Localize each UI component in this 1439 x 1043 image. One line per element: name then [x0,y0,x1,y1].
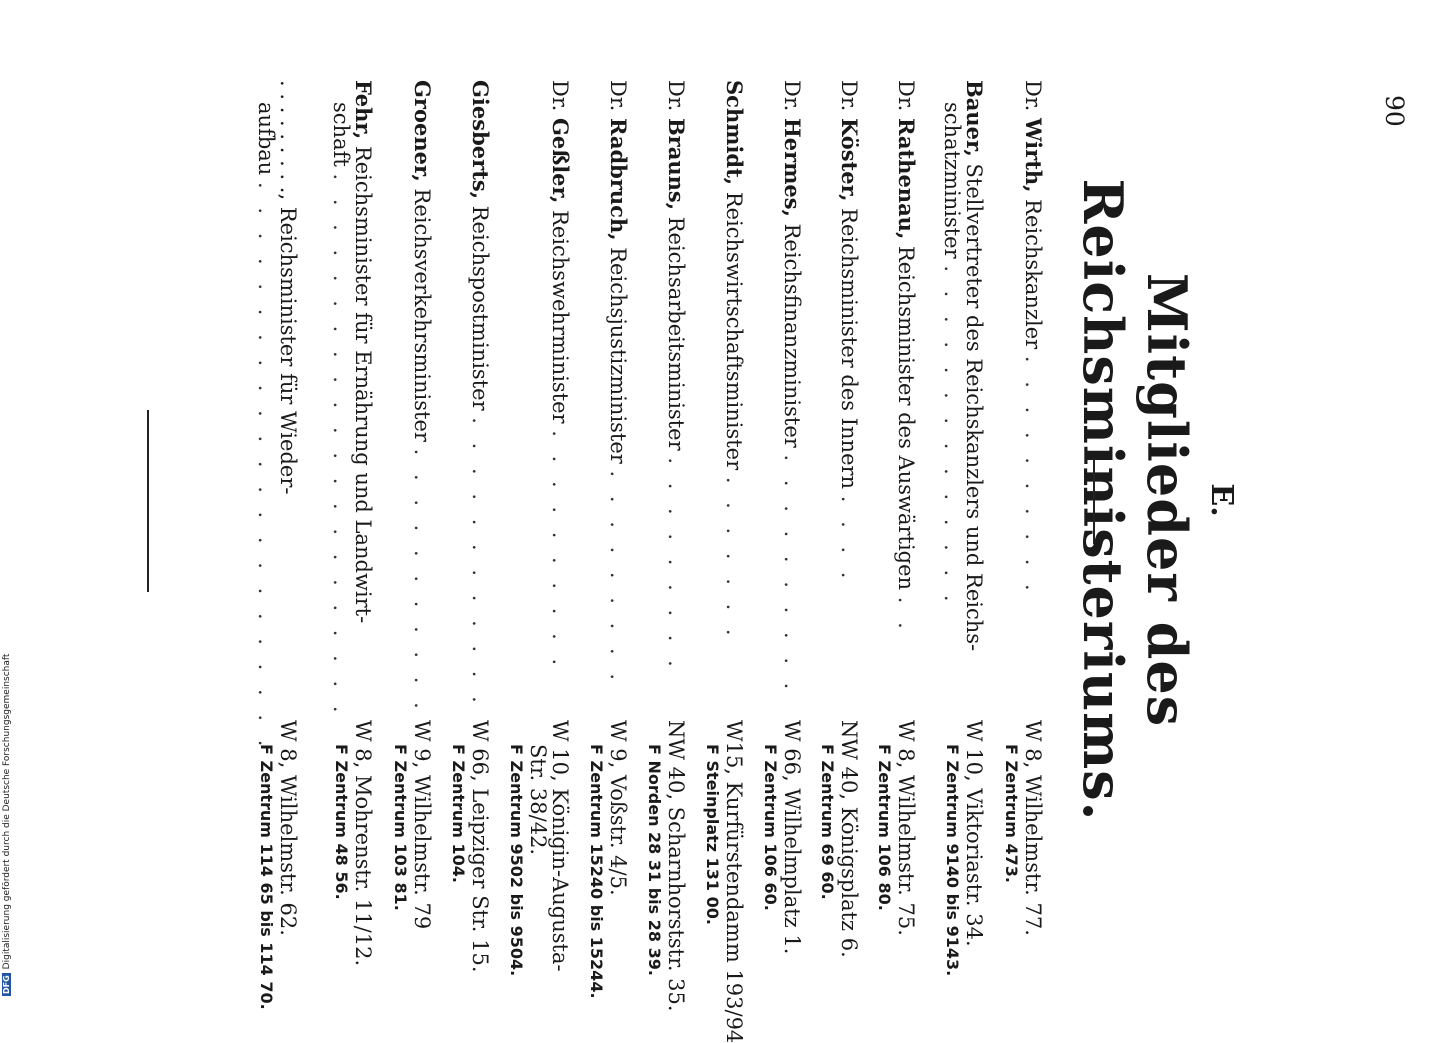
address: W 10, Viktoriastr. 34. [962,720,986,947]
member-name: Hermes, [780,117,805,217]
phone: F Zentrum 48 56. [332,744,351,900]
footer-credit-text: Digitalisierung gefördert durch die Deutsche Forschungsgemeinschaft [2,653,12,970]
address: W 8, Wilhelmstr. 75. [894,720,918,936]
address-cont: Str. 38/42. [526,744,550,856]
address: W 8, Wilhelmstr. 77. [1021,720,1045,936]
office-cont: aufbau [254,102,278,176]
title-divider [1093,458,1095,544]
phone: F Zentrum 106 80. [875,744,894,911]
member-name: Groener, [410,80,435,182]
address: W 66, Leipziger Str. 15. [468,720,492,973]
phone: F Zentrum 103 81. [391,744,410,911]
section-letter: E. [1204,483,1239,517]
title-prefix: Dr. [664,80,688,112]
phone: F Zentrum 9140 bis 9143. [943,744,962,977]
bottom-divider [147,410,149,592]
title-prefix: Dr. [780,80,804,112]
office: Reichskanzler [1021,199,1045,350]
office: Reichspostminister [468,205,492,411]
member-name: Brauns, [664,117,689,211]
title-prefix: Dr. [894,80,918,112]
title-prefix: Dr. [1021,80,1045,112]
office: Reichsverkehrsminister [410,188,434,442]
address: NW 40, Scharnhorststr. 35. [664,720,688,1012]
address: W 9, Voßstr. 4/5. [606,720,630,896]
phone: F Zentrum 69 60. [818,744,837,900]
address: W 9, Wilhelmstr. 79 [410,720,434,930]
member-name: Fehr, [351,80,376,140]
title-prefix: Dr. [548,80,572,112]
rotated-page: 90 E. Mitglieder des Reichsministeriums. Dr. Wirth, Reichskanzler . . . . . . . . . . W 8, Wilhelmstr. 77. F Zentrum 473. Bauer, Stellvertreter des Reichskanzlers und Reichs- schatzminister . . . . . . . . . . . . . . W 10, Viktoriastr. 34. F Zentrum 9140 bis 9143. Dr. Rathenau, Reichsminister des Auswärtigen . . W 8, Wilhelmstr. 75. F Zentrum 106 80. Dr. Köster, Reichsminister des Innern . . . . NW 40, Königsplatz 6. F Zentrum 69 60. Dr. Hermes, Reichsfinanzminister . . . . . . . . . . W 66, Wilhelmplatz 1. F Zentrum 106 60. Schmidt, Reichswirtschaftsminister . . . . . . . W15, Kurfürstendamm 193/94 F Steinplatz 131 00. Dr. Brauns, Reichsarbeitsminister . . . . . . . . . NW 40, Scharnhorststr. 35. F Norden 28 31 bis 28 39. Dr. Radbruch, Reichsjustizminister . . . . . . . . . W 9, Voßstr. 4/5. F Zentrum 15240 bis 15244. Dr. Geßler, Reichswehrminister . . . . . . . . . . W 10, Königin-Augusta- Str. 38/42. F Zentrum 9502 bis 9504. Giesberts, Reichspostminister . . . . . . . . . . . . W 66, Leipziger Str. 15. F Zentrum 104. Groener, Reichsverkehrsminister . . . . . . . . . . . W 9, Wilhelmstr. 79 F Zentrum 103 81. Fehr, Reichsminister für Ernährung und Landwirt- schaft . . . . . . . . . . . . . . . . . . . . . . W 8, Mohrenstr. 11/12. F Zentrum 48 56. . . . . . . . . ., Reichsminister für Wieder- aufbau . . . . . . . . . . . . . . . . . . . . . . . W 8, Wilhelmstr. 62. F Zentrum 114 65 bis 114 70. [0,0,1439,1000]
page-title: Mitglieder des Reichsministeriums. [1071,178,1199,822]
office: Reichsminister des Innern [837,208,861,490]
phone: F Zentrum 473. [1002,744,1021,883]
phone: F Zentrum 104. [449,744,468,883]
address: W 8, Mohrenstr. 11/12. [351,720,375,967]
member-name: Giesberts, [468,80,493,200]
phone: F Zentrum 15240 bis 15244. [587,744,606,999]
dfg-logo: DFG [2,975,11,994]
title-prefix: Dr. [837,80,861,112]
office: Reichsjustizminister [606,247,630,464]
address: W 8, Wilhelmstr. 62. [276,720,300,936]
office: Reichsminister für Ernährung und Landwirt- [351,145,375,624]
office: Stellvertreter des Reichskanzlers und Reichs- [962,163,986,652]
office-cont: schaft [329,102,353,167]
footer-credit [2,596,12,996]
address: W 10, Königin-Augusta- [548,720,572,972]
member-name: Radbruch, [606,117,631,241]
office: Reichsminister des Auswärtigen [894,245,918,591]
member-name: Köster, [837,117,862,202]
office: Reichsfinanzminister [780,223,804,448]
title-prefix: Dr. [606,80,630,112]
phone: F Steinplatz 131 00. [703,744,722,925]
address: W 66, Wilhelmplatz 1. [780,720,804,955]
office: . . . . . . . . ., Reichsminister für Wieder- [276,80,300,495]
member-name: Rathenau, [894,117,919,240]
page-number: 90 [1380,95,1409,127]
phone: F Zentrum 9502 bis 9504. [507,744,526,977]
member-name: Schmidt, [722,80,747,186]
member-name: Wirth, [1021,117,1046,193]
member-name: Geßler, [548,117,573,204]
phone: F Zentrum 106 60. [761,744,780,911]
address: W15, Kurfürstendamm 193/94 [722,720,746,1043]
office: Reichsarbeitsminister [664,216,688,451]
phone: F Norden 28 31 bis 28 39. [645,744,664,976]
office: Reichswehrminister [548,210,572,424]
address: NW 40, Königsplatz 6. [837,720,861,958]
office: Reichswirtschaftsminister [722,191,746,471]
phone: F Zentrum 114 65 bis 114 70. [257,744,276,1010]
office-cont: schatzminister [940,102,964,259]
member-name: Bauer, [962,80,987,157]
